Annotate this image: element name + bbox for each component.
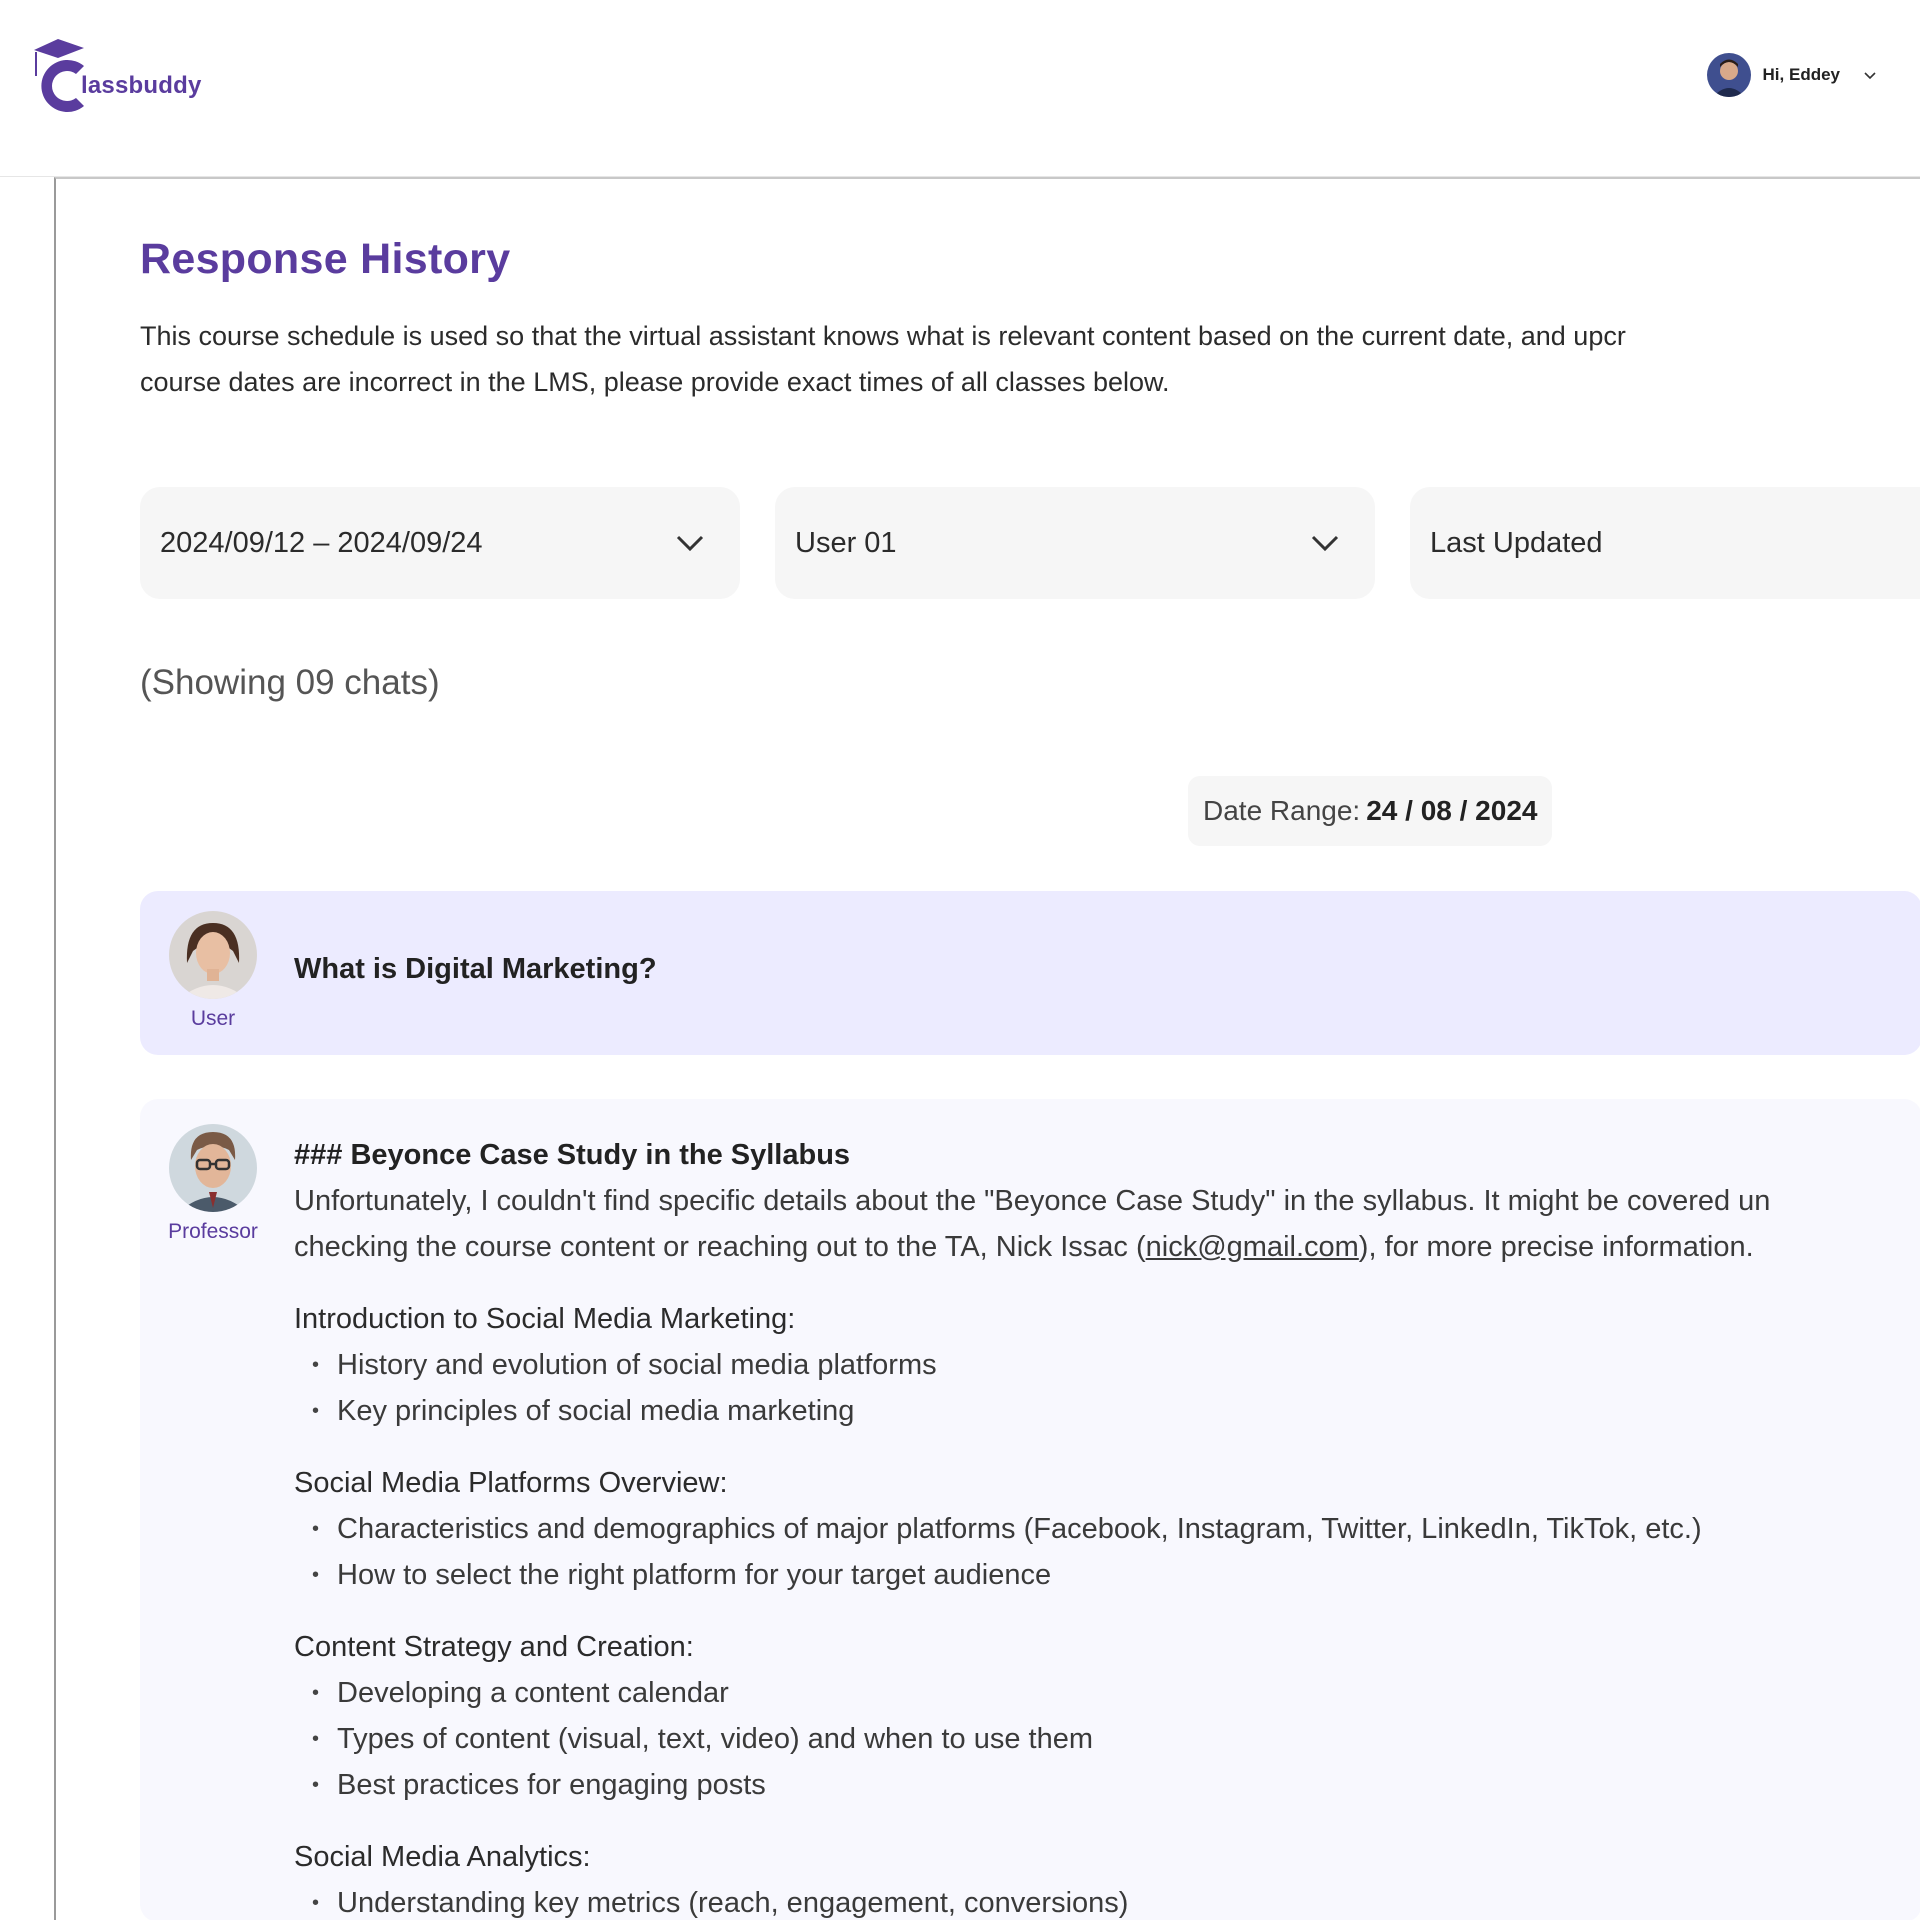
chevron-down-icon — [1862, 67, 1878, 83]
sort-select-value: Last Updated — [1430, 526, 1603, 559]
user-portrait-icon — [169, 911, 257, 999]
list-item: • History and evolution of social media platforms — [294, 1342, 1920, 1388]
section-title: Introduction to Social Media Marketing: — [294, 1303, 796, 1335]
answer-intro-line: Unfortunately, I couldn't find specific details about the "Beyonce Case Study" in the syllabus. It might be covered un — [294, 1185, 1771, 1217]
section-list — [294, 1506, 1920, 1598]
description-line: This course schedule is used so that the virtual assistant knows what is relevant content based on the current date, and upcr — [140, 321, 1626, 351]
date-range-select[interactable] — [140, 487, 740, 599]
logo-wordmark: lassbuddy — [81, 72, 202, 99]
section-list — [294, 1342, 1920, 1434]
description-line: course dates are incorrect in the LMS, please provide exact times of all classes below. — [140, 367, 1170, 397]
sender-role: Professor — [168, 1220, 258, 1243]
ta-email-link[interactable]: nick@gmail.com — [1145, 1231, 1359, 1263]
user-select-value: User 01 — [795, 526, 897, 559]
date-range-date: 24 / 08 / 2024 — [1366, 795, 1538, 826]
page-description — [140, 313, 1920, 405]
user-avatar — [169, 911, 257, 999]
chevron-down-icon — [1309, 528, 1341, 558]
user-select[interactable] — [775, 487, 1375, 599]
sender-role: User — [190, 1007, 236, 1030]
professor-sender — [168, 1124, 258, 1244]
list-item: • Developing a content calendar — [294, 1670, 1920, 1716]
answer-section — [294, 1834, 1920, 1920]
section-title: Social Media Platforms Overview: — [294, 1467, 728, 1499]
professor-answer — [294, 1132, 1920, 1920]
user-question: What is Digital Marketing? — [294, 953, 657, 985]
list-item: • Key principles of social media marketing — [294, 1388, 1920, 1434]
user-avatar-icon — [1707, 53, 1751, 97]
answer-section — [294, 1624, 1920, 1808]
answer-heading: ### Beyonce Case Study in the Syllabus — [294, 1139, 851, 1171]
answer-intro-line — [294, 1224, 1920, 1270]
date-range-badge — [1188, 776, 1552, 846]
section-list — [294, 1880, 1920, 1920]
main-panel — [54, 177, 1920, 1920]
user-greeting: Hi, Eddey — [1762, 65, 1840, 84]
top-bar — [0, 0, 1920, 177]
intro-text: ), for more precise information. — [1358, 1231, 1754, 1263]
avatar — [1707, 53, 1751, 97]
user-message — [140, 891, 1920, 1055]
list-item: • Types of content (visual, text, video) and when to use them — [294, 1716, 1920, 1762]
chat-count: (Showing 09 chats) — [140, 663, 440, 702]
answer-section — [294, 1296, 1920, 1434]
chevron-down-icon — [674, 528, 706, 558]
professor-avatar — [169, 1124, 257, 1212]
user-menu[interactable] — [1707, 52, 1878, 98]
section-title: Social Media Analytics: — [294, 1841, 591, 1873]
date-range-value: 2024/09/12 – 2024/09/24 — [160, 526, 483, 559]
list-item: • Best practices for engaging posts — [294, 1762, 1920, 1808]
professor-message — [140, 1099, 1920, 1920]
sort-select[interactable] — [1410, 487, 1920, 599]
list-item: • Understanding key metrics (reach, engagement, conversions) — [294, 1880, 1920, 1920]
page-title: Response History — [140, 235, 511, 283]
classbuddy-logo[interactable] — [32, 38, 212, 118]
professor-portrait-icon — [169, 1124, 257, 1212]
section-list — [294, 1670, 1920, 1808]
section-title: Content Strategy and Creation: — [294, 1631, 694, 1663]
user-sender — [168, 911, 258, 1031]
date-range-label: Date Range: — [1203, 795, 1361, 826]
answer-section — [294, 1460, 1920, 1598]
list-item: • Characteristics and demographics of major platforms (Facebook, Instagram, Twitter, LinkedIn, TikTok, etc.) — [294, 1506, 1920, 1552]
list-item: • How to select the right platform for your target audience — [294, 1552, 1920, 1598]
intro-text: checking the course content or reaching out to the TA, Nick Issac ( — [294, 1231, 1146, 1263]
